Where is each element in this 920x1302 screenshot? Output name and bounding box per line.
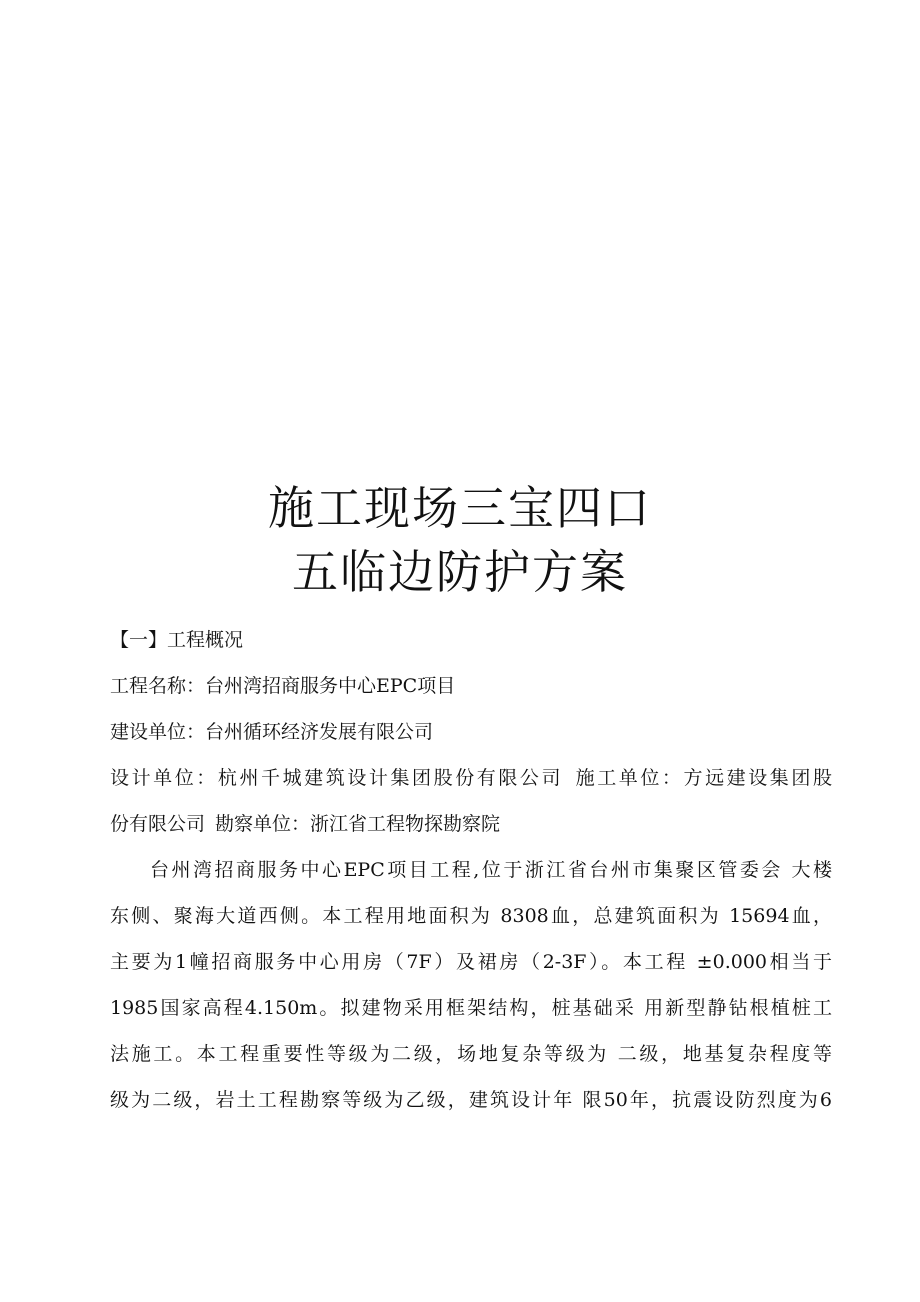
title-line-2: 五临边防护方案 [292,545,628,599]
paragraph-line: 级为二级，岩土工程勘察等级为乙级，建筑设计年 限50年，抗震设防烈度为6 [110,1089,832,1111]
surveyor-label: 勘察单位： [215,813,311,835]
paragraph-line: 台州湾招商服务中心EPC项目工程,位于浙江省台州市集聚区管委会 大楼 [150,859,832,881]
paragraph-line: 法施工。本工程重要性等级为二级，场地复杂等级为 二级，地基复杂程度等 [110,1043,832,1065]
surveyor-value: 浙江省工程物探勘察院 [310,813,501,835]
paragraph-line: 主要为1幢招商服务中心用房（7F）及裙房（2-3F）。本工程 ±0.000相当于 [110,951,832,973]
project-description-paragraph [110,852,832,1128]
contractor-label: 施工单位： [573,767,684,789]
project-name-field [110,668,832,714]
section-heading: 【一】工程概况 [110,629,244,651]
document-body [110,622,832,1128]
document-title [0,476,920,604]
client-value: 台州循环经济发展有限公司 [205,721,434,743]
project-name-label: 工程名称： [110,675,206,697]
contractor-surveyor-line [110,806,832,852]
client-label: 建设单位： [110,721,206,743]
designer-value: 杭州千城建筑设计集团股份有限公司 [217,767,564,789]
contractor-value-part2: 份有限公司 [110,813,206,835]
designer-label: 设计单位： [110,767,218,789]
paragraph-line: 东侧、聚海大道西侧。本工程用地面积为 8308血，总建筑面积为 15694血， [110,905,832,927]
designer-contractor-line [110,760,832,806]
contractor-value-part1: 方远建设集团股 [683,767,832,789]
client-field [110,714,832,760]
project-name-value: 台州湾招商服务中心EPC项目 [205,675,456,697]
paragraph-line: 1985国家高程4.150m。拟建物采用框架结构，桩基础采 用新型静钻根植桩工 [110,997,832,1019]
title-line-1: 施工现场三宝四口 [268,481,652,535]
